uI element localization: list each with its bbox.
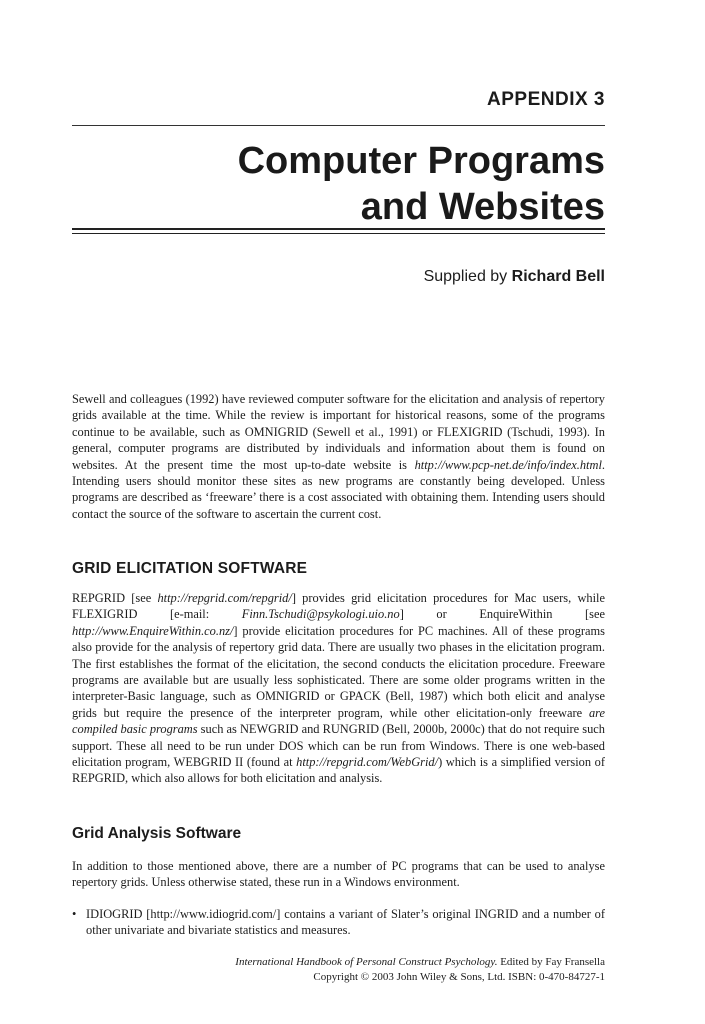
grid-analysis-intro: In addition to those mentioned above, there are a number of PC programs that can be used to analyse repertory grids. Unless otherwise stated, these run in a Windows environment.	[72, 859, 605, 890]
list-item-idiogrid	[72, 906, 605, 939]
grid-text-4: ] provide elicitation procedures for PC machines. All of these programs also provide for the analysis of repertory grid data. There are usually two phases in the elicitation program. The first establishes the format of the elicitation, the second conducts the elicitation procedure. Freeware programs are available but are usually less sophisticated. There are some older programs written in the interpreter-Basic language, such as OMNIGRID or GPACK (Bell, 1987) which both elicit and analyse grids but require the presence of the interpreter program, while other elicitation-only freeware	[72, 623, 605, 720]
title-rule-thin	[72, 233, 605, 234]
bullet-marker: •	[72, 907, 77, 921]
grid-text-5: such as NEWGRID and RUNGRID (Bell, 2000b, 2000c) that do not require such support. These all need to be run under DOS which can be run from Windows. There is one web-based elicitation program, WEBGRID II (found at	[72, 722, 605, 770]
footer-citation	[235, 955, 605, 970]
intro-text-2: . Intending users should monitor these sites as new programs are constantly being developed. Unless programs are described as ‘freeware’ there is a cost associated with obtaining them. Intending users should contact the source of the software to ascertain the current cost.	[72, 457, 605, 521]
idiogrid-text-1: IDIOGRID [	[86, 907, 151, 921]
book-title: International Handbook of Personal Construct Psychology.	[235, 956, 498, 968]
supplied-by-prefix: Supplied by	[423, 268, 508, 285]
edited-by: Edited by Fay Fransella	[497, 956, 605, 968]
appendix-label: APPENDIX 3	[487, 89, 605, 110]
tschudi-email-link[interactable]: Finn.Tschudi@psykologi.uio.no	[241, 607, 400, 622]
grid-elicitation-paragraph	[72, 590, 605, 787]
webgrid-link[interactable]: http://repgrid.com/WebGrid/	[296, 755, 439, 770]
repgrid-link[interactable]: http://repgrid.com/repgrid/	[157, 591, 292, 605]
grid-text-2: ] provides grid elicitation procedures for Mac users, while FLEXIGRID [e-mail:	[72, 591, 606, 622]
grid-text-3: ] or EnquireWithin [see	[399, 607, 605, 622]
grid-text-1: REPGRID [see	[72, 591, 158, 605]
intro-text-1: Sewell and colleagues (1992) have reviewed computer software for the elicitation and analysis of repertory grids available at the time. While the review is important for historical reasons, some of the programs continue to be available, such as OMNIGRID (Sewell et al., 1991) or FLEXIGRID (Tschudi, 1993). In general, computer programs are distributed by individuals and information about them is found on websites. At the present time the most up-to-date website is	[72, 392, 605, 472]
grid-elicitation-heading: GRID ELICITATION SOFTWARE	[72, 560, 308, 577]
idiogrid-text-2: ] contains a variant of Slater’s original INGRID and a number of other univariate and bivariate statistics and measures.	[86, 907, 605, 938]
compiled-basic-emphasis: are compiled basic programs	[72, 705, 605, 737]
grid-text-6: ) which is a simplified version of REPGRID, which also allows for both elicitation and analysis.	[72, 755, 605, 786]
idiogrid-link[interactable]: http://www.idiogrid.com/	[150, 907, 277, 921]
author-name: Richard Bell	[511, 268, 605, 285]
title-rule-thick	[72, 228, 605, 230]
title-line-1: Computer Programs	[237, 140, 605, 182]
grid-analysis-heading: Grid Analysis Software	[72, 825, 242, 842]
top-rule	[72, 125, 605, 126]
page-title	[238, 138, 605, 230]
analysis-software-list	[72, 906, 605, 939]
pcp-net-link[interactable]: http://www.pcp-net.de/info/index.html	[414, 457, 602, 472]
title-line-2: and Websites	[360, 186, 605, 228]
supplied-by	[424, 268, 605, 286]
intro-paragraph	[72, 391, 605, 522]
copyright-line: Copyright © 2003 John Wiley & Sons, Ltd. ISBN: 0-470-84727-1	[313, 971, 605, 983]
enquirewithin-link[interactable]: http://www.EnquireWithin.co.nz/	[72, 623, 234, 638]
page-footer	[235, 955, 605, 985]
